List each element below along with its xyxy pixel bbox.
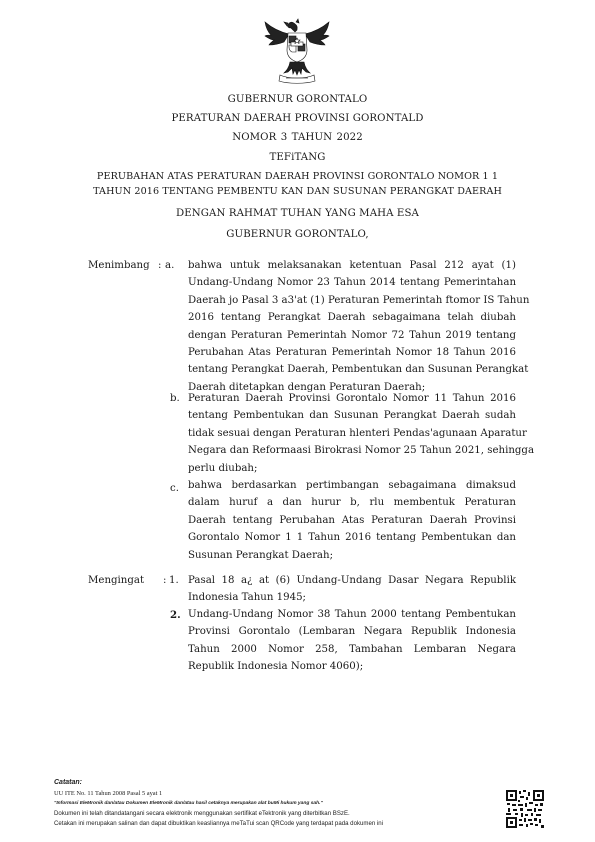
menimbang-marker-c: c. [170, 483, 179, 494]
text-line: Provinsi Gorontalo (Lembaran Negara Republik Indonesia [188, 626, 516, 638]
subject-line-1: PERUBAHAN ATAS PERATURAN DAERAH PROVINSI GORONTALO NOMOR 1 1 [96, 171, 499, 182]
text-line: Daerah jo Pasal 3 a3'at (1) Peraturan Pemerintah ftomor IS Tahun [188, 294, 530, 306]
text-line: Susunan Perangkat Daerah; [188, 549, 334, 561]
governor-closing: GUBERNUR GORONTALO, [226, 229, 369, 240]
text-line: Peraturan Daerah Provinsi Gorontalo Nomor 11 Tahun 2016 [188, 393, 516, 404]
grace-line: DENGAN RAHMAT TUHAN YANG MAHA ESA [175, 208, 420, 219]
menimbang-label: Menimbang [88, 260, 150, 271]
text-line: perlu diubah; [188, 462, 258, 474]
text-line: Pasal 18 a¿ at (6) Undang-Undang Dasar Negara Republik [188, 575, 516, 586]
text-line: Daerah ditetapkan dengan Peraturan Daerah; [188, 381, 426, 393]
text-line: Undang-Undang Nomor 38 Tahun 2000 tentang Pembentukan [188, 609, 516, 620]
qr-code-icon[interactable] [506, 790, 544, 828]
text-line: tidak sesuai dengan Peraturan hlenteri Pendas'agunaan Aparatur [188, 427, 527, 439]
mengingat-marker-2: 2. [170, 609, 181, 621]
menimbang-item-b [188, 390, 535, 477]
text-line: tentang Pembentukan dan Susunan Perangkat Daerah sudah [188, 410, 516, 422]
text-line: tentang Perangkat Daerah, Pembentukan dan Susunan Perangkat [188, 364, 529, 376]
regulation-title: PERATURAN DAERAH PROVINSI GORONTALD [171, 113, 424, 124]
menimbang-colon: : [158, 260, 162, 271]
menimbang-marker-a: a. [165, 260, 175, 271]
menimbang-item-c [188, 477, 516, 564]
text-line: Republik Indonesia Nomor 4060); [188, 661, 364, 673]
footer-quote: "Informasi EleMronik dan/atau Dokumen EleMronik dan/atau hasil cetaknya merupakan alat buMi hukum yang sah." [54, 801, 323, 806]
text-line: Tahun 2000 Nomor 258, Tambahan Lembaran Negara [188, 643, 516, 655]
mengingat-label: Mengingat [88, 575, 145, 586]
footer-title: Catatan: [54, 779, 83, 786]
menimbang-marker-b: b. [170, 393, 180, 404]
text-line: dalam huruf a dan hurur b, rlu membentuk Peraturan [188, 497, 516, 509]
text-line: Indonesia Tahun 1945; [188, 592, 306, 604]
subject-line-2: TAHUN 2016 TENTANG PEMBENTU KAN DAN SUSUNAN PERANGKAT DAERAH [93, 186, 502, 197]
mengingat-item-2 [188, 606, 516, 676]
menimbang-item-a [188, 257, 530, 396]
text-line: Negara dan Reformaasi Birokrasi Nomor 25 Tahun 2021, sehingga [188, 445, 535, 457]
text-line: Undang-Undang Nomor 23 Tahun 2014 tentang Pemerintahan [188, 277, 516, 289]
text-line: dengan Peraturan Pemerintah Nomor 72 Tahun 2019 tentang [188, 329, 516, 341]
text-line: Perubahan Atas Peraturan Pemerintah Nomor 18 Tahun 2016 [188, 347, 516, 359]
footer-law: UU ITE No. 11 Tahun 2008 Pasal 5 ayat 1 [54, 790, 163, 797]
footer-note-2: Cetakan ini merupakan salinan dan dapat dibuktikan keasliannya meTaTui scan QRCode yang terdapat pada dokumen ini [54, 820, 384, 827]
regulation-number: NOMOR 3 TAHUN 2022 [232, 132, 363, 143]
text-line: 2016 tentang Perangkat Daerah sebagaimana telah diubah [188, 312, 516, 324]
garuda-emblem-icon [262, 18, 332, 86]
text-line: bahwa berdasarkan pertimbangan sebagaimana dimaksud [188, 480, 516, 491]
text-line: Daerah tentang Perubahan Atas Peraturan Daerah Provinsi [188, 514, 516, 526]
governor-heading: GUBERNUR GORONTALO [227, 94, 368, 105]
mengingat-marker-1: 1. [169, 575, 179, 586]
text-line: bahwa untuk melaksanakan ketentuan Pasal 212 ayat (1) [188, 260, 516, 271]
about-heading: TEFiTANG [269, 152, 326, 163]
footer-note-1: Dokumen ini telah ditandatangani secara elektronik menggunakan sertifikat eTektronik yang diterbitkan BSzE. [54, 810, 350, 817]
mengingat-item-1 [188, 572, 516, 607]
mengingat-colon: : [163, 575, 167, 586]
text-line: Gorontalo Nomor 1 1 Tahun 2016 tentang Pembentukan dan [188, 532, 516, 544]
